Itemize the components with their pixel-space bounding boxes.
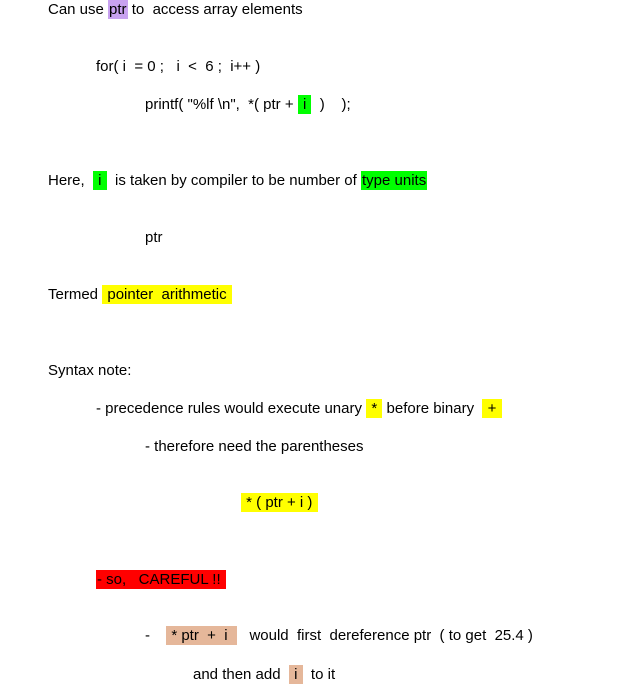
dereference-dash: - xyxy=(145,627,155,644)
parentheses-line xyxy=(145,437,363,456)
syntax-note-text: Syntax note: xyxy=(48,362,132,379)
then-add-prefix: and then add xyxy=(193,666,289,683)
line-use-ptr-suffix: to access array elements xyxy=(127,1,303,18)
parentheses-text: - therefore need the parentheses xyxy=(145,438,364,455)
unary-star-highlight: * xyxy=(367,400,382,417)
printf-prefix: printf( "%lf \n", *( ptr + xyxy=(145,96,298,113)
syntax-note-heading xyxy=(48,361,131,380)
for-loop-text: for( i = 0 ; i < 6 ; i++ ) xyxy=(96,58,261,75)
ptr-highlight: ptr xyxy=(109,1,127,18)
here-line xyxy=(48,171,427,190)
i-highlight-printf: i xyxy=(298,96,311,113)
expr-parenthesized-line xyxy=(241,493,318,512)
dereference-line xyxy=(145,626,533,645)
termed-prefix: Termed xyxy=(48,286,103,303)
ptr-text: ptr xyxy=(145,229,163,246)
dereference-suffix: would first dereference ptr ( to get 25.4 ) xyxy=(236,627,533,644)
printf-line xyxy=(145,95,351,114)
expr-parenthesized-highlight: * ( ptr + i ) xyxy=(242,494,317,511)
printf-suffix: ) ); xyxy=(311,96,351,113)
expr-no-paren-highlight: * ptr + i xyxy=(167,627,236,644)
precedence-prefix: - precedence rules would execute unary xyxy=(96,400,367,417)
then-add-suffix: to it xyxy=(302,666,336,683)
precedence-line xyxy=(96,399,502,418)
i-highlight-here: i xyxy=(94,172,106,189)
binary-plus-highlight: + xyxy=(483,400,501,417)
then-add-line xyxy=(193,665,335,684)
pointer-arithmetic-highlight: pointer arithmetic xyxy=(103,286,231,303)
for-loop-line xyxy=(96,57,260,76)
type-units-highlight: type units xyxy=(361,172,427,189)
line-use-ptr xyxy=(48,0,303,19)
ptr-line xyxy=(145,228,163,247)
careful-line xyxy=(96,570,226,589)
termed-line xyxy=(48,285,232,304)
here-prefix: Here, xyxy=(48,172,94,189)
here-middle: is taken by compiler to be number of xyxy=(106,172,361,189)
careful-highlight: - so, CAREFUL !! xyxy=(97,571,225,588)
line-use-ptr-prefix: Can use xyxy=(48,1,109,18)
precedence-middle: before binary xyxy=(382,400,483,417)
i-highlight-then-add: i xyxy=(289,666,302,683)
